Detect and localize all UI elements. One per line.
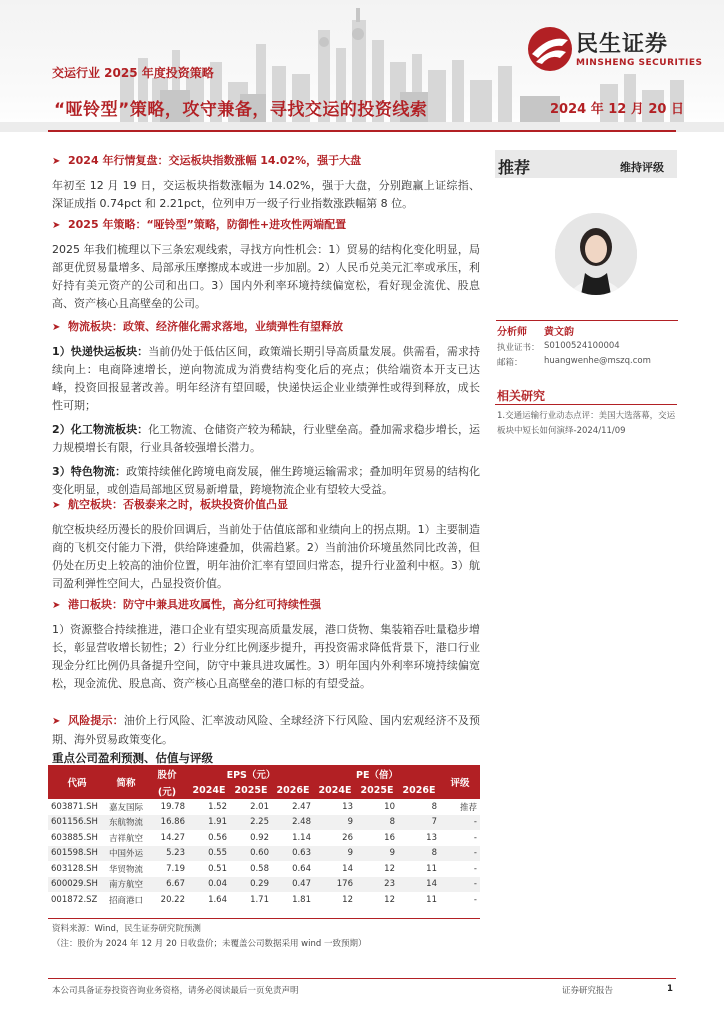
rating-cell: -: [473, 894, 477, 905]
price-cell: 7.19: [166, 863, 185, 874]
col-eps-2024: 2024E: [188, 782, 230, 799]
logo-chinese-text: 民生证券: [576, 32, 669, 57]
rating-cell: -: [473, 863, 477, 874]
rating-cell: -: [440, 815, 480, 831]
price-cell: 16.86: [146, 815, 188, 831]
pe-2026-cell: 7: [398, 815, 440, 831]
rating-cell: 推荐: [459, 802, 477, 813]
price-cell: 14.27: [160, 832, 185, 843]
pe-2025-cell: 12: [384, 863, 395, 874]
table-row: [48, 846, 480, 862]
footer-report-label: 证券研究报告: [562, 986, 614, 996]
related-research-item[interactable]: 1.交通运输行业动态点评：美国大选落幕，交运板块中短长如何演绎-2024/11/09: [497, 411, 676, 436]
eps-2025-cell: 0.29: [230, 877, 272, 893]
arrow-icon: ➤: [52, 600, 61, 611]
section-2024-review: [52, 152, 480, 213]
code-cell: 601156.SH: [48, 815, 106, 831]
col-price: 股价: [146, 765, 188, 782]
pe-2024-cell: 176: [314, 877, 356, 893]
section-paragraph: 1）资源整合持续推进，港口企业有望实现高质量发展，港口货物、集装箱吞吐量稳步增长，彰显营收增长韧性；2）行业分红比例逐步提升，再投资需求降低背景下，港口行业现金分红比例仍具备提升空间，防守中兼具进攻属性。3）明年国内外利率环境持续偏宽松，现金流优、股息高、资产核心且高壁垒的港口标的有望受益。: [52, 623, 480, 690]
forecast-table: [48, 765, 480, 908]
eps-2026-cell: 2.47: [292, 801, 311, 812]
eps-2025-cell: 1.71: [250, 894, 269, 905]
arrow-icon: ➤: [52, 500, 61, 511]
pe-2025-cell: 12: [384, 894, 395, 905]
pe-2024-cell: 13: [342, 801, 353, 812]
price-cell: 20.22: [160, 894, 185, 905]
eps-2025-cell: 2.01: [250, 801, 269, 812]
name-cell: 中国外运: [106, 846, 146, 862]
section-paragraph: 航空板块经历漫长的股价回调后，当前处于估值底部和业绩向上的拐点期。1）主要制造商的飞机交付能力下滑，供给降速叠加，供需趋紧。2）当前油价环境虽然同比改善，但仍处在历史上较高的油价位置，明年油价汇率有望回归常态，提升行业盈利中枢。3）航司盈利弹性空间大，凸显投资价值。: [52, 523, 480, 590]
section-logistics: [52, 318, 480, 499]
pe-2024-cell: 9: [314, 846, 356, 862]
table-row: [48, 799, 480, 815]
section-heading: ➤ 航空板块：否极泰来之时，板块投资价值凸显: [52, 496, 480, 515]
cert-value: S0100524100004: [544, 341, 620, 351]
code-cell: 001872.SZ: [51, 894, 98, 905]
code-cell: 603885.SH: [51, 832, 98, 843]
pe-2025-cell: 16: [384, 832, 395, 843]
section-paragraph: 2025 年我们梳理以下三条宏观线索，寻找方向性机会：1）贸易的结构化变化明显，局部更优贸易量增多、局部承压摩擦成本或进一步加剧。2）人民币兑美元汇率或承压，利好持有美元资产的公司和出口。3）国内外利率环境持续偏宽松，看好现金流优、股息高、资产核心且高壁垒的公司。: [52, 243, 480, 310]
arrow-icon: ➤: [52, 156, 61, 167]
table-row: [48, 861, 480, 877]
eps-2025-cell: 0.92: [250, 832, 269, 843]
table-source: 资料来源：Wind，民生证券研究院预测: [52, 924, 201, 934]
page-number: 1: [667, 984, 673, 994]
col-pe: PE（倍）: [314, 765, 440, 782]
section-heading: ➤ 2024 年行情复盘：交运板块指数涨幅 14.02%，强于大盘: [52, 152, 480, 171]
eps-2024-cell: 0.55: [188, 846, 230, 862]
eps-2024-cell: 1.64: [208, 894, 227, 905]
col-pe-2025: 2025E: [356, 782, 398, 799]
col-eps-2025: 2025E: [230, 782, 272, 799]
rating-status: 维持评级: [620, 161, 664, 174]
analyst-divider: [496, 320, 678, 321]
eps-2024-cell: 0.04: [188, 877, 230, 893]
logo-english-text: MINSHENG SECURITIES: [576, 58, 703, 68]
table-body: [48, 799, 480, 908]
pe-2025-cell: 9: [356, 846, 398, 862]
footer-divider: [48, 978, 676, 979]
pe-2026-cell: 11: [426, 863, 437, 874]
eps-2024-cell: 0.51: [208, 863, 227, 874]
pe-2026-cell: 8: [398, 846, 440, 862]
risk-text: 油价上行风险、汇率波动风险、全球经济下行风险、国内宏观经济不及预期、海外贸易政策变化。: [52, 714, 480, 746]
col-eps: EPS（元）: [188, 765, 314, 782]
rating-cell: -: [440, 846, 480, 862]
logistics-paragraph-chemical: 2）化工物流板块：化工物流、仓储资产较为稀缺，行业壁垒高。叠加需求稳步增长，运力规模增长有限，行业具备较强增长潜力。: [52, 423, 481, 454]
section-heading: ➤ 物流板块：政策、经济催化需求落地，业绩弹性有望释放: [52, 318, 480, 337]
arrow-icon: ➤: [52, 322, 61, 333]
code-cell: 603871.SH: [51, 801, 98, 812]
price-cell: 6.67: [146, 877, 188, 893]
table-row: [48, 830, 480, 846]
pe-2024-cell: 12: [342, 894, 353, 905]
eps-2026-cell: 0.64: [292, 863, 311, 874]
col-price-unit: (元): [146, 782, 188, 799]
col-name: 简称: [106, 765, 146, 799]
email-label: 邮箱：: [497, 358, 523, 368]
eps-2024-cell: 0.56: [208, 832, 227, 843]
table-title: 重点公司盈利预测、估值与评级: [52, 751, 213, 765]
pe-2024-cell: 26: [342, 832, 353, 843]
analyst-photo: [555, 213, 637, 295]
price-cell: 5.23: [146, 846, 188, 862]
risk-warning: [52, 712, 480, 749]
pe-2026-cell: 8: [431, 801, 437, 812]
name-cell: 东航物流: [106, 815, 146, 831]
pe-2026-cell: 13: [426, 832, 437, 843]
eps-2024-cell: 1.91: [188, 815, 230, 831]
code-cell: 600029.SH: [48, 877, 106, 893]
name-cell: 招商港口: [109, 895, 144, 906]
name-cell: 南方航空: [106, 877, 146, 893]
cert-label: 执业证书：: [497, 343, 540, 353]
price-cell: 19.78: [160, 801, 185, 812]
recommend-label: 推荐: [498, 158, 531, 177]
table-row: [48, 892, 480, 908]
logistics-paragraph-special: 3）特色物流：政策持续催化跨境电商发展，催生跨境运输需求；叠加明年贸易的结构化变化明显，或创造局部地区贸易新增量，跨境物流企业有望较大受益。: [52, 465, 481, 496]
arrow-icon: ➤: [52, 716, 61, 727]
rating-cell: -: [440, 877, 480, 893]
arrow-icon: ➤: [52, 220, 61, 231]
pe-2025-cell: 23: [356, 877, 398, 893]
related-research-heading: 相关研究: [497, 389, 546, 403]
pe-2026-cell: 14: [398, 877, 440, 893]
related-divider: [495, 404, 677, 405]
report-date: 2024 年 12 月 20 日: [550, 102, 684, 117]
footer-disclaimer: 本公司具备证券投资咨询业务资格，请务必阅读最后一页免责声明: [52, 986, 299, 996]
code-cell: 601598.SH: [48, 846, 106, 862]
eps-2025-cell: 0.60: [230, 846, 272, 862]
col-pe-2024: 2024E: [314, 782, 356, 799]
name-cell: 嘉友国际: [109, 802, 144, 813]
table-row: [48, 877, 480, 893]
eps-2026-cell: 1.81: [292, 894, 311, 905]
risk-heading: ➤ 风险提示：: [52, 714, 124, 727]
table-bottom-rule: [48, 918, 480, 919]
eps-2025-cell: 2.25: [230, 815, 272, 831]
col-eps-2026: 2026E: [272, 782, 314, 799]
report-title: “哑铃型”策略，攻守兼备，寻找交运的投资线索: [54, 100, 428, 120]
table-row: [48, 815, 480, 831]
col-rating: 评级: [440, 765, 480, 799]
pe-2024-cell: 14: [342, 863, 353, 874]
col-pe-2026: 2026E: [398, 782, 440, 799]
pe-2026-cell: 11: [426, 894, 437, 905]
section-paragraph: 年初至 12 月 19 日，交运板块指数涨幅为 14.02%，强于大盘，分别跑赢上证综指、深证成指 0.74pct 和 2.21pct，位列申万一级子行业指数涨跌幅第 8 位。: [52, 179, 480, 210]
eps-2024-cell: 1.52: [208, 801, 227, 812]
eps-2026-cell: 0.47: [272, 877, 314, 893]
section-heading: ➤ 2025 年策略：“哑铃型”策略，防御性+进攻性两端配置: [52, 216, 480, 235]
section-aviation: [52, 496, 480, 593]
col-code: 代码: [48, 765, 106, 799]
section-ports: [52, 596, 480, 693]
eps-2026-cell: 2.48: [272, 815, 314, 831]
pe-2024-cell: 9: [314, 815, 356, 831]
report-type: 交运行业 2025 年度投资策略: [52, 66, 214, 80]
code-cell: 603128.SH: [51, 863, 98, 874]
email-link[interactable]: huangwenhe@mszq.com: [544, 356, 651, 366]
header-divider: [48, 130, 676, 132]
eps-2026-cell: 0.63: [272, 846, 314, 862]
pe-2025-cell: 8: [356, 815, 398, 831]
name-cell: 华贸物流: [109, 864, 144, 875]
logistics-paragraph-express: 1）快递快运板块：当前仍处于低估区间，政策端长期引导高质量发展。供需看，需求持续向上：电商降速增长，逆向物流成为消费结构变化后的亮点；供给端资本开支已达峰，投资回报显著改善。明年经济有望回暖，快递快运企业业绩弹性或得到释放，成长性可期；: [52, 345, 481, 412]
rating-cell: -: [473, 832, 477, 843]
eps-2026-cell: 1.14: [292, 832, 311, 843]
section-heading: ➤ 港口板块：防守中兼具进攻属性，高分红可持续性强: [52, 596, 480, 615]
pe-2025-cell: 10: [384, 801, 395, 812]
section-2025-strategy: [52, 216, 480, 313]
eps-2025-cell: 0.58: [250, 863, 269, 874]
analyst-label: 分析师: [497, 327, 527, 338]
analyst-name: 黄文韵: [544, 327, 574, 338]
name-cell: 吉祥航空: [109, 833, 144, 844]
table-note: （注：股价为 2024 年 12 月 20 日收盘价；未覆盖公司数据采用 wind 一致预期）: [52, 939, 367, 949]
